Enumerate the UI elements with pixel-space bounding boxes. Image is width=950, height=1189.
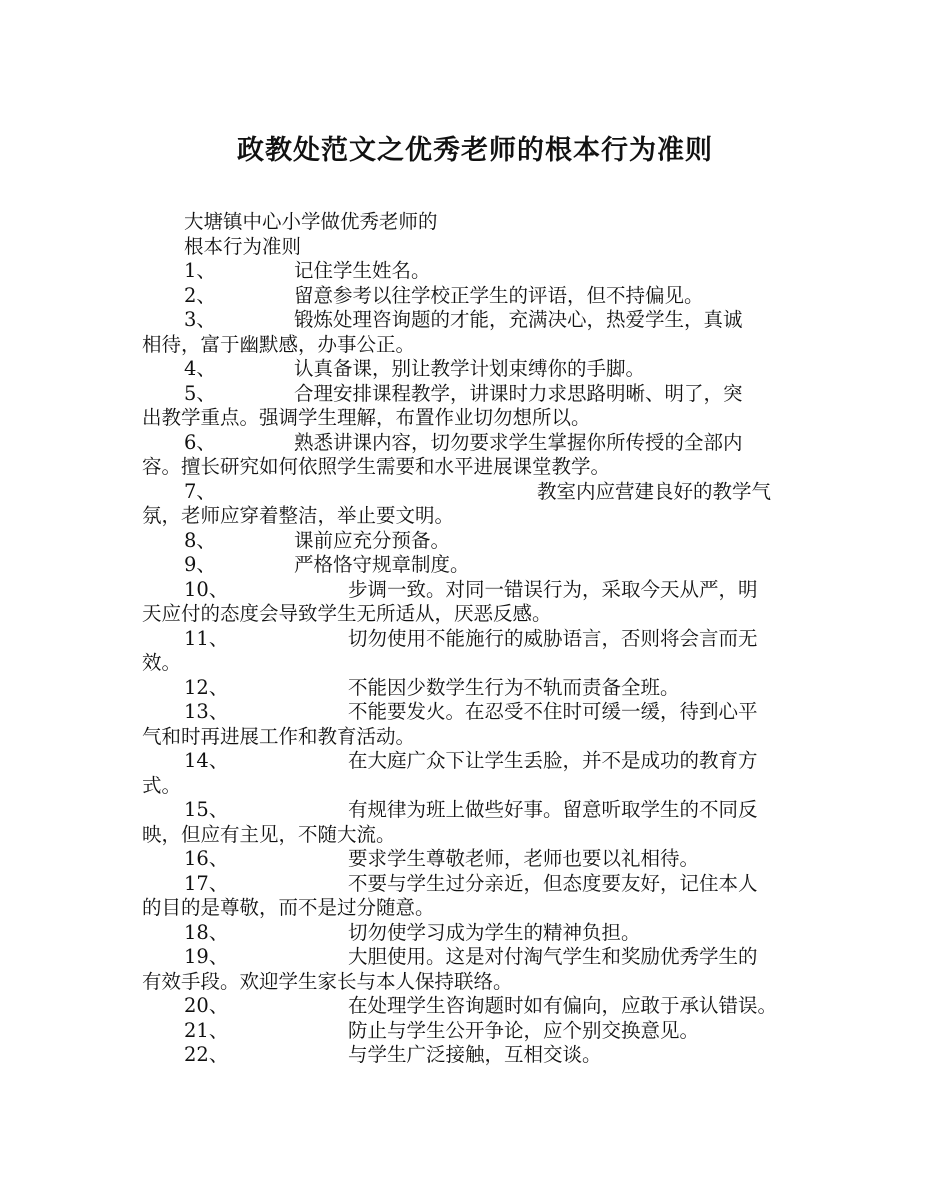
item-text: 大胆使用。这是对付淘气学生和奖励优秀学生的 [348,945,758,968]
list-item [142,480,817,505]
list-item [142,259,817,284]
list-item [142,553,817,578]
item-number: 10、 [184,577,229,601]
list-item [142,994,817,1019]
item-text: 与学生广泛接触，互相交谈。 [348,1043,602,1066]
item-continuation: 式。 [142,773,182,797]
list-item [142,382,817,407]
list-item [142,308,817,333]
item-text: 步调一致。对同一错误行为，采取今天从严，明 [348,577,758,601]
item-number: 11、 [184,626,229,650]
item-text: 合理安排课程教学，讲课时力求思路明晰、明了，突 [294,381,743,405]
item-number: 17、 [184,871,229,895]
item-text: 锻炼处理咨询题的才能，充满决心，热爱学生，真诚 [294,308,743,331]
item-number: 22、 [184,1043,229,1066]
item-text: 留意参考以往学校正学生的评语，但不持偏见。 [294,283,704,307]
item-continuation: 出教学重点。强调学生理解，布置作业切勿想所以。 [142,406,591,429]
list-item [142,749,817,774]
item-text: 有规律为班上做些好事。留意听取学生的不同反 [348,798,758,821]
list-item [142,700,817,725]
item-number: 18、 [184,920,229,944]
item-number: 16、 [184,847,229,870]
list-item [142,847,817,872]
list-item [142,676,817,701]
item-number: 7、 [184,479,216,503]
list-item [142,872,817,897]
item-number: 8、 [184,528,216,552]
list-item [142,627,817,652]
item-continuation: 的目的是尊敬，而不是过分随意。 [142,896,435,919]
item-continuation: 效。 [142,651,182,674]
item-number: 14、 [184,749,229,772]
item-continuation: 天应付的态度会导致学生无所适从，厌恶反感。 [142,602,552,625]
item-continuation: 容。擅长研究如何依照学生需要和水平进展课堂教学。 [142,455,611,478]
list-item [142,1019,817,1044]
list-item [142,431,817,456]
item-text: 课前应充分预备。 [294,528,451,552]
list-item [142,529,817,554]
item-number: 20、 [184,994,229,1017]
list-item [142,921,817,946]
list-item [142,284,817,309]
item-number: 2、 [184,283,216,307]
item-number: 1、 [184,259,216,282]
list-item [142,357,817,382]
document-title: 政教处范文之优秀老师的根本行为准则 [237,135,713,166]
item-text: 在处理学生咨询题时如有偏向，应敢于承认错误。 [348,994,778,1017]
item-number: 5、 [184,381,216,405]
list-item [142,945,817,970]
item-number: 9、 [184,553,216,576]
item-text: 熟悉讲课内容，切勿要求学生掌握你所传授的全部内 [294,430,743,454]
item-continuation: 有效手段。欢迎学生家长与本人保持联络。 [142,969,513,993]
item-number: 19、 [184,945,229,968]
item-number: 13、 [184,700,229,723]
list-item [142,1043,817,1068]
item-text: 记住学生姓名。 [294,259,431,282]
item-number: 6、 [184,430,216,454]
item-text: 不要与学生过分亲近，但态度要友好，记住本人 [348,871,758,895]
list-item [142,798,817,823]
item-number: 15、 [184,798,229,821]
item-text: 切勿使用不能施行的威胁语言，否则将会言而无 [348,626,758,650]
item-text: 不能因少数学生行为不轨而责备全班。 [348,675,680,699]
item-text: 不能要发火。在忍受不住时可缓一缓，待到心平 [348,700,758,723]
item-text: 切勿使学习成为学生的精神负担。 [348,920,641,944]
item-text: 要求学生尊敬老师，老师也要以礼相待。 [348,847,700,870]
item-text: 在大庭广众下让学生丢脸，并不是成功的教育方 [348,749,758,772]
item-continuation: 氛，老师应穿着整洁，举止要文明。 [142,504,455,527]
item-number: 12、 [184,675,229,699]
item-continuation: 映，但应有主见，不随大流。 [142,822,396,846]
header-line: 根本行为准则 [184,234,302,258]
item-continuation: 气和时再进展工作和教育活动。 [142,724,416,748]
item-text: 教室内应营建良好的教学气 [537,479,772,503]
list-item [142,578,817,603]
item-text: 严格恪守规章制度。 [294,553,470,576]
document-body [142,210,817,1068]
item-text: 认真备课，别让教学计划束缚你的手脚。 [294,357,646,380]
header-line: 大塘镇中心小学做优秀老师的 [184,210,438,233]
item-number: 4、 [184,357,216,380]
item-number: 21、 [184,1018,229,1042]
item-text: 防止与学生公开争论，应个别交换意见。 [348,1018,700,1042]
item-number: 3、 [184,308,216,331]
item-continuation: 相待，富于幽默感，办事公正。 [142,332,416,356]
